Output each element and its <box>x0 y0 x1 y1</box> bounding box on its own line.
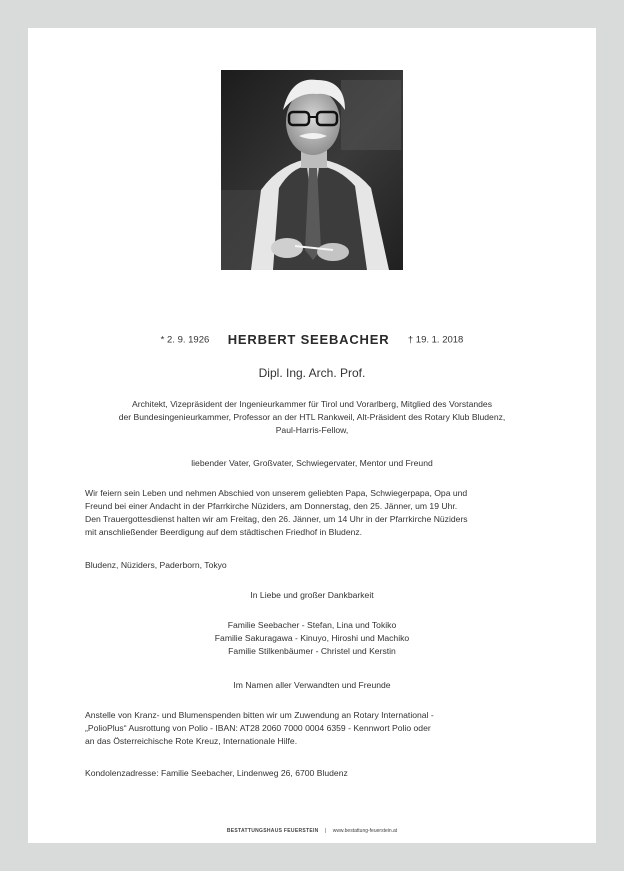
roles-line: Architekt, Vizepräsident der Ingenieurkammer für Tirol und Vorarlberg, Mitglied des Vorstandes <box>131 399 492 409</box>
funeral-home-website[interactable]: www.bestattung-feuerstein.at <box>332 828 398 834</box>
condolence-address: Kondolenzadresse: Familie Seebacher, Lindenweg 26, 6700 Bludenz <box>85 768 348 778</box>
donation-paragraph <box>85 709 539 748</box>
roles-line: Paul-Harris-Fellow, <box>275 425 349 435</box>
ceremony-line: Wir feiern sein Leben und nehmen Abschied von unserem geliebten Papa, Schwiegerpapa, Opa und <box>85 488 468 498</box>
name-line <box>28 331 596 349</box>
gratitude-text: In Liebe und großer Dankbarkeit <box>250 590 374 600</box>
ceremony-line: Den Trauergottesdienst halten wir am Freitag, den 26. Jänner, um 14 Uhr in der Pfarrkirche Nüziders <box>85 514 468 524</box>
ceremony-line: mit anschließender Beerdigung auf dem städtischen Friedhof in Bludenz. <box>85 527 363 537</box>
roles-line: der Bundesingenieurkammer, Professor an der HTL Rankweil, Alt-Präsident des Rotary Klub Bludenz, <box>118 412 506 422</box>
footer-separator: | <box>325 828 327 834</box>
donation-line: Anstelle von Kranz- und Blumenspenden bitten wir um Zuwendung an Rotary International - <box>85 710 434 720</box>
donation-line: „PolioPlus“ Ausrottung von Polio - IBAN: AT28 2060 7000 0004 6359 - Kennwort Polio oder <box>85 723 431 733</box>
family-roles-text: liebender Vater, Großvater, Schwiegervater, Mentor und Freund <box>191 458 433 468</box>
ceremony-line: Freund bei einer Andacht in der Pfarrkirche Nüziders, am Donnerstag, den 25. Jänner, um 19 Uhr. <box>85 501 458 511</box>
portrait-photo <box>221 70 403 270</box>
ceremony-paragraph <box>85 487 539 539</box>
donation-line: an das Österreichische Rote Kreuz, Internationale Hilfe. <box>85 736 298 746</box>
roles-paragraph <box>85 398 539 437</box>
relatives-text: Im Namen aller Verwandten und Freunde <box>233 680 391 690</box>
family-entry: Familie Stilkenbäumer - Christel und Kerstin <box>228 646 396 656</box>
deceased-name: HERBERT SEEBACHER <box>227 332 390 348</box>
portrait-photo-illustration <box>221 70 403 270</box>
funeral-home-name: BESTATTUNGSHAUS FEUERSTEIN <box>226 828 319 834</box>
places-text: Bludenz, Nüziders, Paderborn, Tokyo <box>85 560 227 570</box>
birth-date: * 2. 9. 1926 <box>160 334 210 346</box>
family-entry: Familie Sakuragawa - Kinuyo, Hiroshi und Machiko <box>214 633 410 643</box>
family-entry: Familie Seebacher - Stefan, Lina und Tokiko <box>227 620 397 630</box>
academic-title: Dipl. Ing. Arch. Prof. <box>258 366 366 380</box>
death-date: † 19. 1. 2018 <box>407 334 464 346</box>
families-list <box>85 619 539 658</box>
obituary-sheet <box>28 28 596 843</box>
footer <box>28 828 596 834</box>
